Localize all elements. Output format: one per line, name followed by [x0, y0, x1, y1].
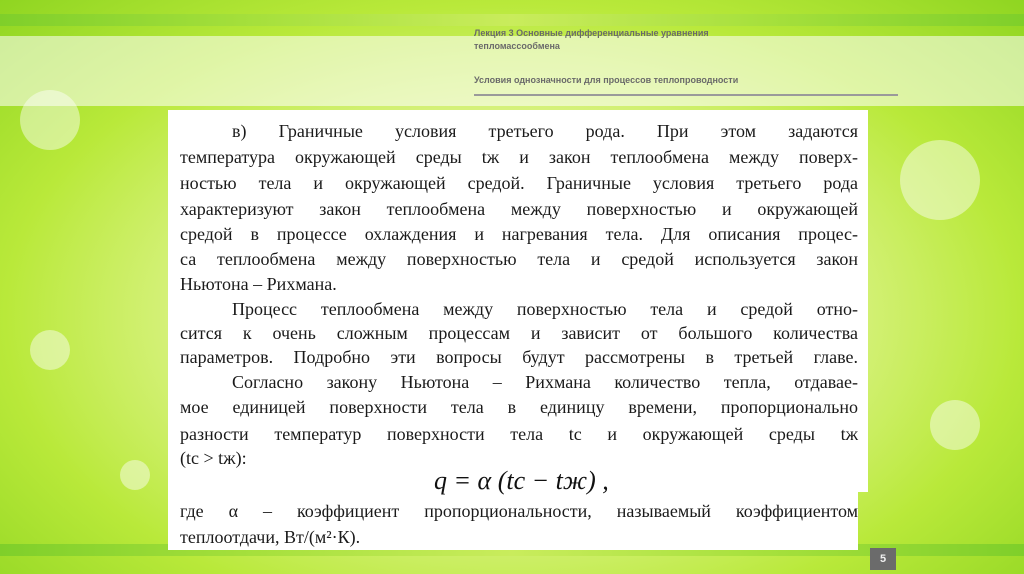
body-line: в) Граничные условия третьего рода. При этом задаются [232, 121, 858, 141]
section-subtitle: Условия однозначности для процессов теплопроводности [474, 75, 739, 85]
bokeh-light [120, 460, 150, 490]
footer-line: теплоотдачи, Вт/(м²·К). [180, 527, 361, 547]
body-line: разности температур поверхности тела tс и окружающей среды tж [180, 424, 858, 444]
body-line: характеризуют закон теплообмена между поверхностью и окружающей [180, 199, 858, 219]
body-line: мое единицей поверхности тела в единицу времени, пропорционально [180, 397, 858, 417]
lecture-title-line2: тепломассообмена [474, 41, 560, 51]
body-line: Согласно закону Ньютона – Рихмана количество тепла, отдавае- [232, 372, 858, 392]
body-line: средой в процессе охлаждения и нагревания тела. Для описания процес- [180, 224, 858, 244]
top-stripe [0, 14, 1024, 26]
bokeh-light [900, 140, 980, 220]
footer-line: где α – коэффициент пропорциональности, называемый коэффициентом [180, 501, 858, 521]
body-line: температура окружающей среды tж и закон теплообмена между поверх- [180, 147, 858, 167]
body-line: параметров. Подробно эти вопросы будут рассмотрены в третьей главе. [180, 347, 858, 367]
body-line: сится к очень сложным процессам и зависит от большого количества [180, 323, 858, 343]
header-divider [474, 94, 898, 96]
body-line: Ньютона – Рихмана. [180, 274, 337, 294]
body-line: (tс > tж): [180, 448, 247, 468]
newton-richmann-formula: q = α (tс − tж) , [434, 466, 609, 495]
page-number: 5 [870, 548, 896, 570]
bokeh-light [30, 330, 70, 370]
lecture-title [474, 27, 874, 53]
body-line: ностью тела и окружающей средой. Граничные условия третьего рода [180, 173, 858, 193]
bokeh-light [930, 400, 980, 450]
body-line: Процесс теплообмена между поверхностью тела и средой отно- [232, 299, 858, 319]
body-line: са теплообмена между поверхностью тела и средой используется закон [180, 249, 858, 269]
lecture-title-line1: Лекция 3 Основные дифференциальные уравнения [474, 28, 709, 38]
